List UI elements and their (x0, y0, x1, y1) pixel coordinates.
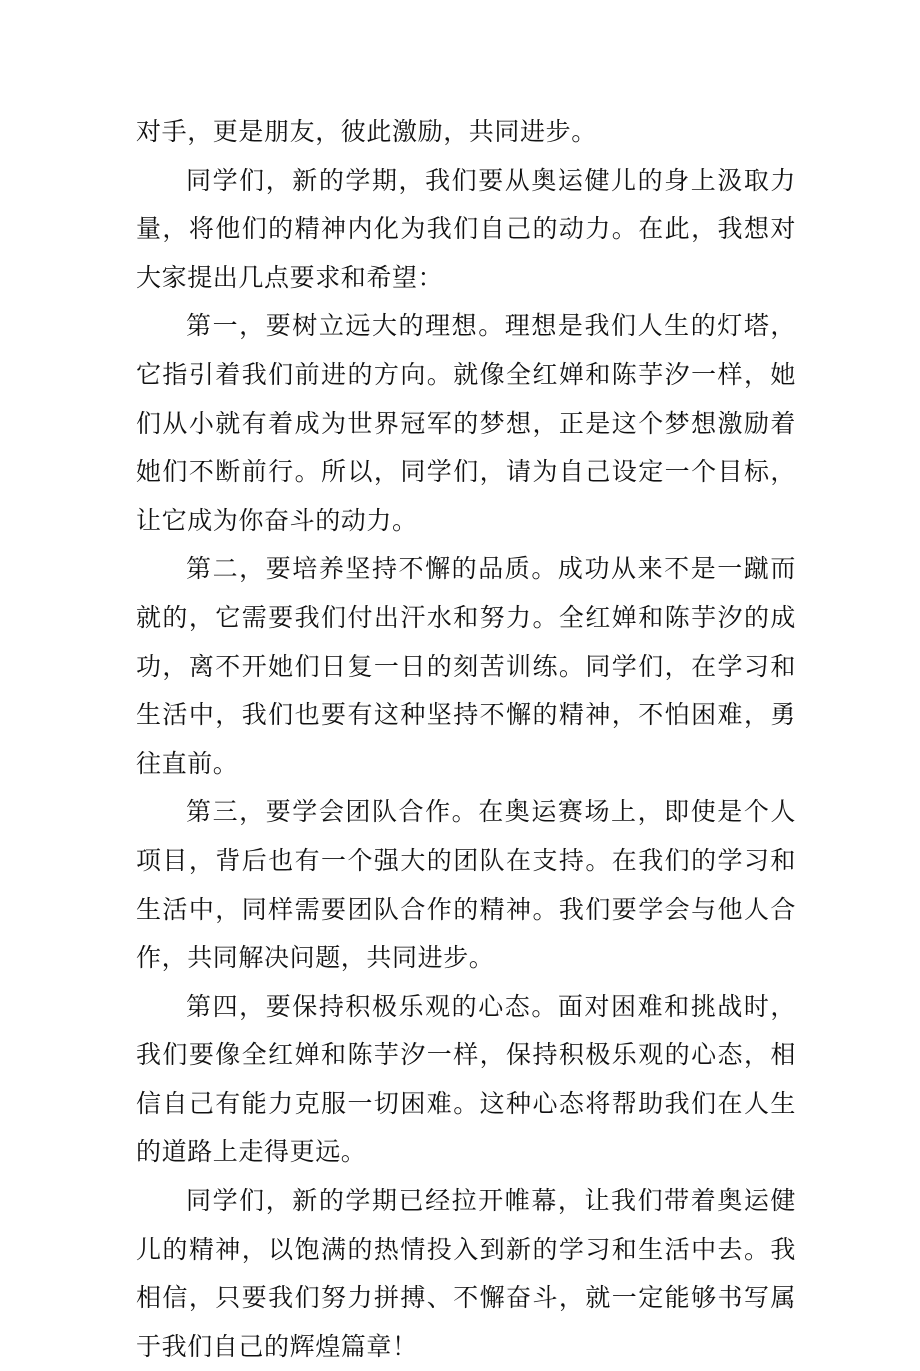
paragraph-continued: 对手，更是朋友，彼此激励，共同进步。 (136, 117, 597, 146)
paragraph-point-3: 第三，要学会团队合作。在奥运赛场上，即使是个人项目，背后也有一个强大的团队在支持。在我们的学习和生活中，同样需要团队合作的精神。我们要学会与他人合作，共同解决问题，共同进步。 (136, 797, 796, 973)
paragraph-point-1: 第一，要树立远大的理想。理想是我们人生的灯塔，它指引着我们前进的方向。就像全红婵和陈芋汐一样，她们从小就有着成为世界冠军的梦想，正是这个梦想激励着她们不断前行。所以，同学们，请为自己设定一个目标，让它成为你奋斗的动力。 (136, 311, 796, 535)
paragraph-point-2: 第二，要培养坚持不懈的品质。成功从来不是一蹴而就的，它需要我们付出汗水和努力。全红婵和陈芋汐的成功，离不开她们日复一日的刻苦训练。同学们，在学习和生活中，我们也要有这种坚持不懈的精神，不怕困难，勇往直前。 (136, 554, 796, 778)
paragraph-conclusion: 同学们，新的学期已经拉开帷幕，让我们带着奥运健儿的精神，以饱满的热情投入到新的学习和生活中去。我相信，只要我们努力拼搏、不懈奋斗，就一定能够书写属于我们自己的辉煌篇章！ (136, 1186, 796, 1361)
paragraph-intro: 同学们，新的学期，我们要从奥运健儿的身上汲取力量，将他们的精神内化为我们自己的动力。在此，我想对大家提出几点要求和希望： (136, 165, 796, 292)
document-body (136, 108, 796, 1371)
paragraph-point-4: 第四，要保持积极乐观的心态。面对困难和挑战时，我们要像全红婵和陈芋汐一样，保持积极乐观的心态，相信自己有能力克服一切困难。这种心态将帮助我们在人生的道路上走得更远。 (136, 991, 796, 1167)
